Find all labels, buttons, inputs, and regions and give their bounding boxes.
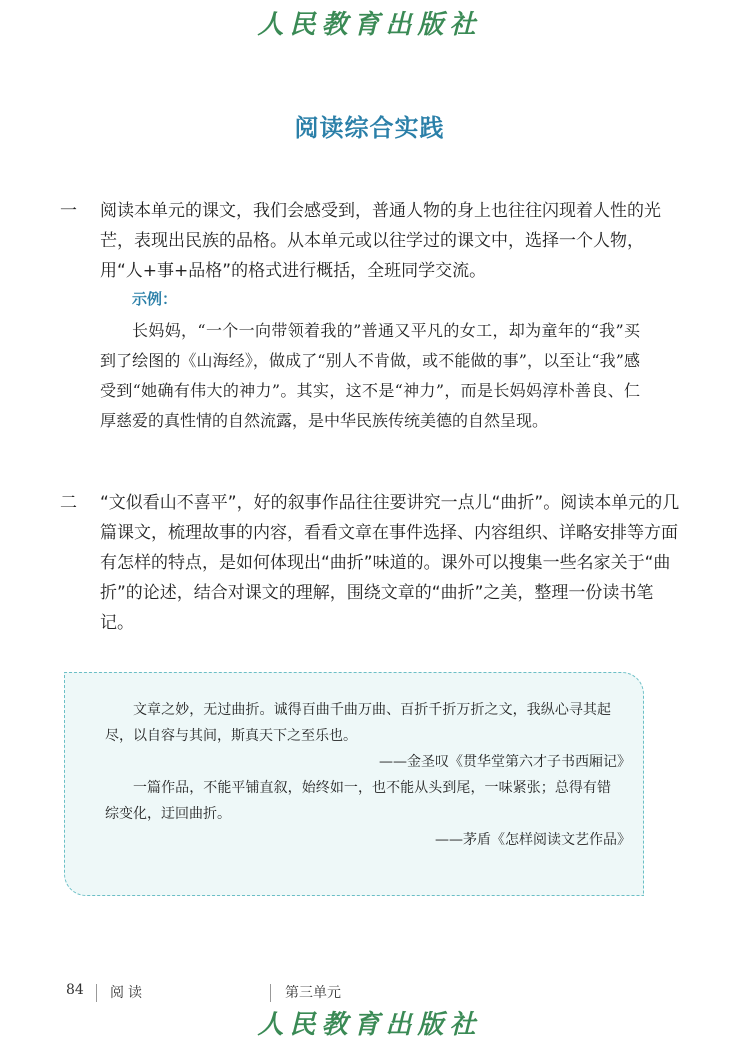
section-one-text: 阅读本单元的课文，我们会感受到，普通人物的身上也往往闪现着人性的光芒，表现出民族的品格。从本单元或以往学过的课文中，选择一个人物，用“人+事+品格”的格式进行概括，全班同学交流。 <box>100 201 661 281</box>
example-label: 示例： <box>132 290 178 308</box>
quote-source-1: ——金圣叹《贯华堂第六才子书西厢记》 <box>379 754 631 770</box>
example-text: 长妈妈，“一个一向带领着我的”普通又平凡的女工，却为童年的“我”买到了绘图的《山海经》，做成了“别人不肯做，或不能做的事”，以至让“我”感受到“她确有伟大的神力”。其实，这不是“神力”，而是长妈妈淳朴善良、仁厚慈爱的真性情的自然流露，是中华民族传统美德的自然呈现。 <box>100 321 640 430</box>
publisher-logo-top: 人民教育出版社 <box>257 10 482 40</box>
section-one <box>60 196 680 286</box>
quote-box <box>64 672 644 896</box>
page-title: 阅读综合实践 <box>294 114 445 142</box>
footer-unit: 第三单元 <box>285 985 341 1001</box>
quote-text-1: 文章之妙，无过曲折。诚得百曲千曲万曲、百折千折万折之文，我纵心寻其起尽，以自容与其间，斯真天下之至乐也。 <box>105 702 611 744</box>
page-number: 84 <box>66 982 84 998</box>
section-two-text: “文似看山不喜平”，好的叙事作品往往要讲究一点儿“曲折”。阅读本单元的几篇课文，梳理故事的内容，看看文章在事件选择、内容组织、详略安排等方面有怎样的特点，是如何体现出“曲折”味道的。课外可以搜集一些名家关于“曲折”的论述，结合对课文的理解，围绕文章的“曲折”之美，整理一份读书笔记。 <box>100 493 680 633</box>
section-two <box>60 488 680 638</box>
footer-divider-2 <box>270 984 271 1002</box>
section-two-number: 二 <box>60 493 77 513</box>
footer-divider-1 <box>96 984 97 1002</box>
section-one-number: 一 <box>60 201 77 221</box>
footer-section-label: 阅读 <box>110 985 146 1001</box>
quote-text-2: 一篇作品，不能平铺直叙，始终如一，也不能从头到尾，一味紧张；总得有错综变化，迂回曲折。 <box>105 780 611 822</box>
publisher-logo-bottom: 人民教育出版社 <box>257 1010 482 1040</box>
quote-source-2: ——茅盾《怎样阅读文艺作品》 <box>435 832 631 848</box>
